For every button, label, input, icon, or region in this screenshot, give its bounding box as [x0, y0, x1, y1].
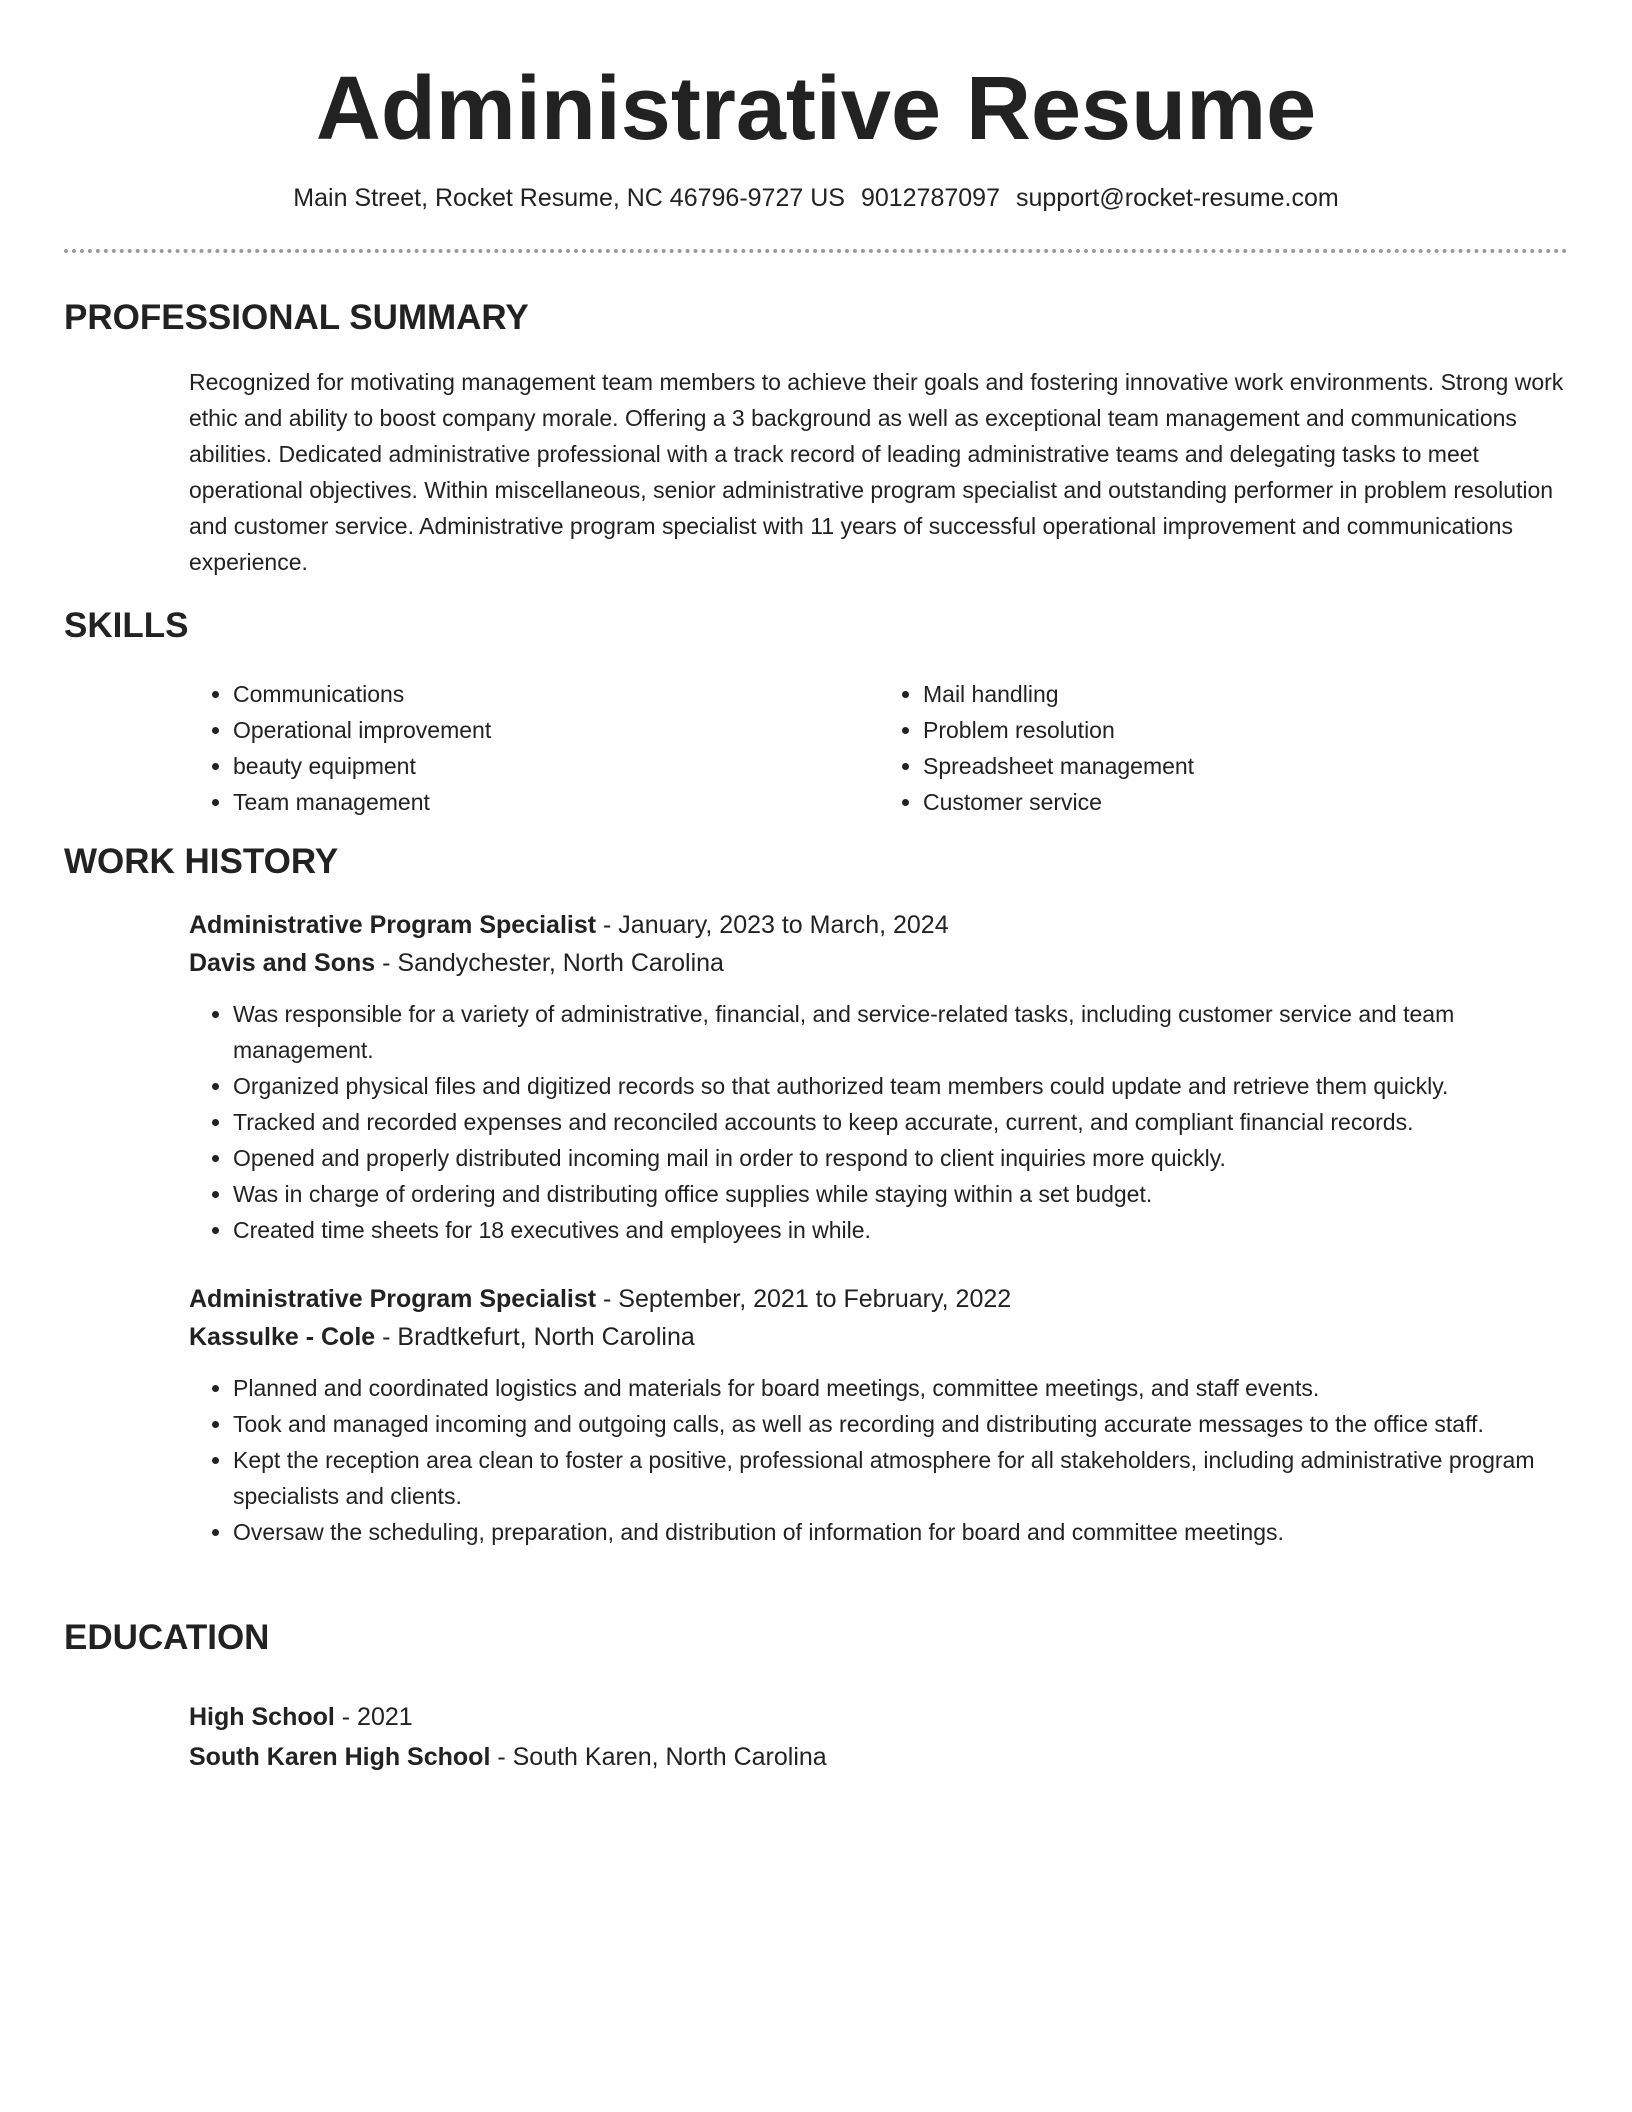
education-school: South Karen High School	[189, 1743, 491, 1771]
summary-heading: PROFESSIONAL SUMMARY	[64, 298, 529, 337]
job-company: Kassulke - Cole	[189, 1323, 376, 1351]
job-bullet: • Created time sheets for 18 executives and employees in while.	[233, 1212, 1569, 1248]
education-heading: EDUCATION	[64, 1618, 270, 1657]
job-bullet: • Kept the reception area clean to foster a positive, professional atmosphere for all stakeholders, including administrative program specialists and clients.	[233, 1442, 1569, 1514]
job-bullet: • Organized physical files and digitized records so that authorized team members could update and retrieve them quickly.	[233, 1068, 1569, 1104]
email-text: support@rocket-resume.com	[1015, 184, 1339, 212]
job-company-line	[189, 1318, 1569, 1356]
job-company: Davis and Sons	[189, 949, 376, 977]
skills-heading: SKILLS	[64, 606, 189, 645]
header-divider	[64, 249, 1568, 253]
job-bullets	[189, 996, 1569, 1248]
job-company-line	[189, 944, 1569, 982]
skills-column-right	[879, 676, 1569, 820]
job-location: - Sandychester, North Carolina	[375, 949, 724, 977]
skill-item: • Customer service	[923, 784, 1569, 820]
job-bullet: • Was responsible for a variety of administrative, financial, and service-related tasks, including customer service and team management.	[233, 996, 1569, 1068]
job-bullets	[189, 1370, 1569, 1550]
job-bullet: • Was in charge of ordering and distributing office supplies while staying within a set budget.	[233, 1176, 1569, 1212]
job-dates: - January, 2023 to March, 2024	[596, 911, 949, 939]
job-entry	[189, 1280, 1569, 1550]
address-text: Main Street, Rocket Resume, NC 46796-9727 US	[293, 184, 845, 212]
skill-item: • Mail handling	[923, 676, 1569, 712]
job-bullet: • Planned and coordinated logistics and materials for board meetings, committee meetings, and staff events.	[233, 1370, 1569, 1406]
education-location: - South Karen, North Carolina	[490, 1743, 827, 1771]
education-degree: High School	[189, 1703, 335, 1731]
job-location: - Bradtkefurt, North Carolina	[375, 1323, 695, 1351]
job-dates: - September, 2021 to February, 2022	[596, 1285, 1012, 1313]
skill-item: • Problem resolution	[923, 712, 1569, 748]
job-position: Administrative Program Specialist	[189, 911, 597, 939]
job-entry	[189, 906, 1569, 1248]
skill-item: • Team management	[233, 784, 879, 820]
skills-list	[189, 676, 1569, 820]
phone-text: 9012787097	[860, 184, 1000, 212]
education-entry	[189, 1697, 1569, 1777]
education-year: - 2021	[334, 1703, 413, 1731]
skill-item: • beauty equipment	[233, 748, 879, 784]
job-bullet: • Tracked and recorded expenses and reconciled accounts to keep accurate, current, and compliant financial records.	[233, 1104, 1569, 1140]
job-bullet: • Oversaw the scheduling, preparation, and distribution of information for board and committee meetings.	[233, 1514, 1569, 1550]
job-bullet: • Took and managed incoming and outgoing calls, as well as recording and distributing accurate messages to the office staff.	[233, 1406, 1569, 1442]
job-bullet: • Opened and properly distributed incoming mail in order to respond to client inquiries more quickly.	[233, 1140, 1569, 1176]
job-position: Administrative Program Specialist	[189, 1285, 597, 1313]
skill-item: • Spreadsheet management	[923, 748, 1569, 784]
resume-title: Administrative Resume	[315, 59, 1317, 159]
job-title-line	[189, 906, 1569, 944]
contact-line	[0, 180, 1632, 216]
education-degree-line	[189, 1697, 1569, 1737]
summary-text: Recognized for motivating management team members to achieve their goals and fostering innovative work environments. Strong work ethic and ability to boost company morale. Offering a 3 background as well as exceptional team management and communications abilities. Dedicated administrative professional with a track record of leading administrative teams and delegating tasks to meet operational objectives. Within miscellaneous, senior administrative program specialist and outstanding performer in problem resolution and customer service. Administrative program specialist with 11 years of successful operational improvement and communications experience.	[189, 369, 1564, 575]
skills-column-left	[189, 676, 879, 820]
work-history-heading: WORK HISTORY	[64, 842, 339, 881]
job-title-line	[189, 1280, 1569, 1318]
skill-item: • Operational improvement	[233, 712, 879, 748]
education-school-line	[189, 1737, 1569, 1777]
skill-item: • Communications	[233, 676, 879, 712]
